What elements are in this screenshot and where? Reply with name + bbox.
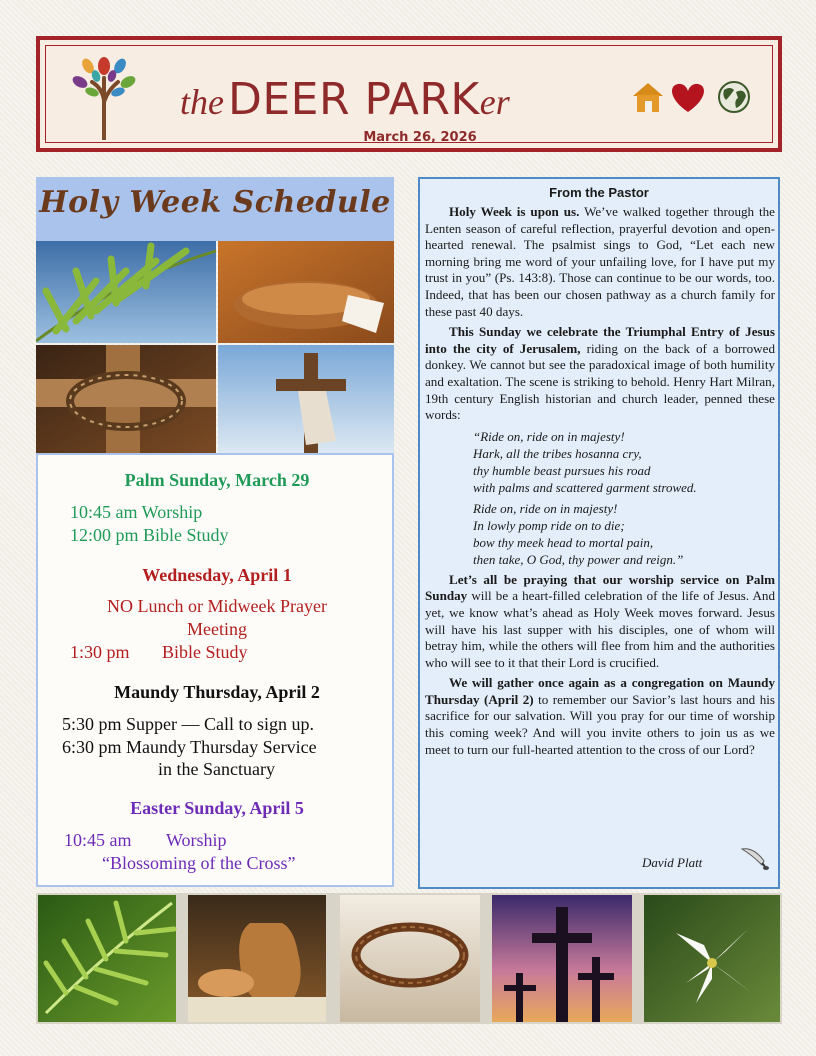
p4-text: to remember our Savior’s last hours and his sacrifice for our salvation. Will you pray for our time of worship this coming week? And will you invite others to join us as we meet to turn our full-hearted attention to the cross of our Lord? bbox=[425, 691, 775, 757]
masthead-icons bbox=[630, 80, 760, 114]
wednesday-bible-study: Bible Study bbox=[162, 642, 248, 662]
bread-bowl-photo bbox=[218, 241, 394, 343]
palm-leaf-photo bbox=[38, 895, 176, 1022]
pastor-paragraph-3 bbox=[425, 572, 775, 672]
globe-icon bbox=[719, 82, 749, 112]
cross-with-shroud-photo bbox=[218, 345, 394, 453]
palm-frond-photo bbox=[36, 241, 216, 343]
title-main: DEER PARK bbox=[227, 74, 480, 125]
easter-heading: Easter Sunday, April 5 bbox=[130, 798, 304, 818]
bread-and-jug-photo bbox=[188, 895, 326, 1022]
p3-lead: Let’s all be praying that our worship service on Palm Sunday bbox=[425, 571, 775, 604]
easter-worship: Worship bbox=[166, 830, 227, 850]
title-suffix: er bbox=[479, 82, 510, 122]
pastor-heading: From the Pastor bbox=[549, 185, 649, 200]
schedule-box bbox=[36, 453, 394, 887]
holy-week-title: Holy Week Schedule bbox=[39, 185, 391, 220]
holy-week-photo-grid bbox=[36, 241, 394, 453]
pastor-paragraph-1 bbox=[425, 204, 775, 320]
pastor-letter bbox=[425, 204, 775, 762]
palm-sunday-bible-study: 12:00 pm Bible Study bbox=[70, 525, 229, 545]
quill-pen-icon bbox=[740, 845, 770, 871]
holy-week-photo-strip bbox=[36, 893, 782, 1024]
p1-lead: Holy Week is upon us. bbox=[449, 204, 580, 219]
holy-week-header bbox=[36, 177, 394, 241]
pastor-paragraph-4 bbox=[425, 675, 775, 758]
crown-of-thorns-photo bbox=[340, 895, 480, 1022]
house-icon bbox=[633, 83, 663, 112]
wednesday-meeting: Meeting bbox=[187, 619, 247, 639]
easter-time: 10:45 am bbox=[64, 830, 132, 850]
p2-text: riding on the back of a borrowed donkey. We cannot but see the paradoxical image of both humility and exaltation. The scene is striking to behold. Henry Hart Milran, 19th century English historian and church leader, penned these words: bbox=[425, 340, 775, 423]
maundy-thursday-heading: Maundy Thursday, April 2 bbox=[114, 682, 320, 702]
p2-lead: This Sunday we celebrate the Triumphal Entry of Jesus into the city of Jerusalem, bbox=[425, 324, 775, 356]
maundy-supper: 5:30 pm Supper — Call to sign up. bbox=[62, 714, 314, 734]
easter-lily-photo bbox=[644, 895, 780, 1022]
poem-line: Hark, all the tribes hosanna cry, bbox=[473, 445, 642, 461]
palm-sunday-worship: 10:45 am Worship bbox=[70, 502, 203, 522]
p1-text: We’ve walked together through the Lenten season of careful reflection, prayerful devotion and open-hearted renewal. The psalmist sings to God, “Let each new morning bring me word of your unfailing love, for I have put my trust in you” (Ps. 143:8). Those can continue to be our words, too. Indeed, that has been our chosen pathway as a church family for these past 40 days. bbox=[425, 204, 775, 319]
tree-logo bbox=[68, 52, 144, 140]
three-crosses-photo bbox=[492, 895, 632, 1022]
poem-line: then take, O God, thy power and reign.” bbox=[473, 551, 684, 567]
title-prefix: the bbox=[180, 82, 224, 122]
poem-line: bow thy meek head to mortal pain, bbox=[473, 534, 654, 550]
poem-line: thy humble beast pursues his road bbox=[473, 462, 651, 478]
poem-line: “Ride on, ride on in majesty! bbox=[473, 428, 625, 444]
wednesday-heading: Wednesday, April 1 bbox=[142, 565, 292, 585]
poem-line: In lowly pomp ride on to die; bbox=[473, 517, 625, 533]
heart-icon bbox=[672, 84, 704, 112]
poem-line: Ride on, ride on in majesty! bbox=[473, 500, 618, 516]
maundy-service: 6:30 pm Maundy Thursday Service bbox=[62, 737, 317, 757]
newsletter-title bbox=[180, 74, 620, 124]
maundy-sanctuary: in the Sanctuary bbox=[158, 759, 275, 779]
from-the-pastor-box bbox=[418, 177, 780, 889]
p3-text: will be a heart-filled celebration of the life of Jesus. And yet, we know what’s ahead as Holy Week moves forward. Jesus will have his last supper with his disciples, one of whom will betray him, while the others will flee from him and the authorities who will see to it that their Lord is crucified. bbox=[425, 588, 775, 670]
crown-of-thorns-cross-photo bbox=[36, 345, 216, 453]
palm-sunday-heading: Palm Sunday, March 29 bbox=[124, 470, 310, 490]
pastor-paragraph-2 bbox=[425, 324, 775, 424]
easter-service-title: “Blossoming of the Cross” bbox=[102, 853, 296, 873]
hymn-poem bbox=[473, 428, 775, 568]
issue-date: March 26, 2026 bbox=[363, 130, 477, 145]
wednesday-time: 1:30 pm bbox=[70, 642, 130, 662]
masthead bbox=[36, 36, 782, 152]
wednesday-no-lunch: NO Lunch or Midweek Prayer bbox=[107, 596, 327, 616]
pastor-signature: David Platt bbox=[642, 855, 703, 870]
p4-lead: We will gather once again as a congregation on Maundy Thursday (April 2) bbox=[425, 675, 775, 707]
poem-line: with palms and scattered garment strowed. bbox=[473, 479, 697, 495]
